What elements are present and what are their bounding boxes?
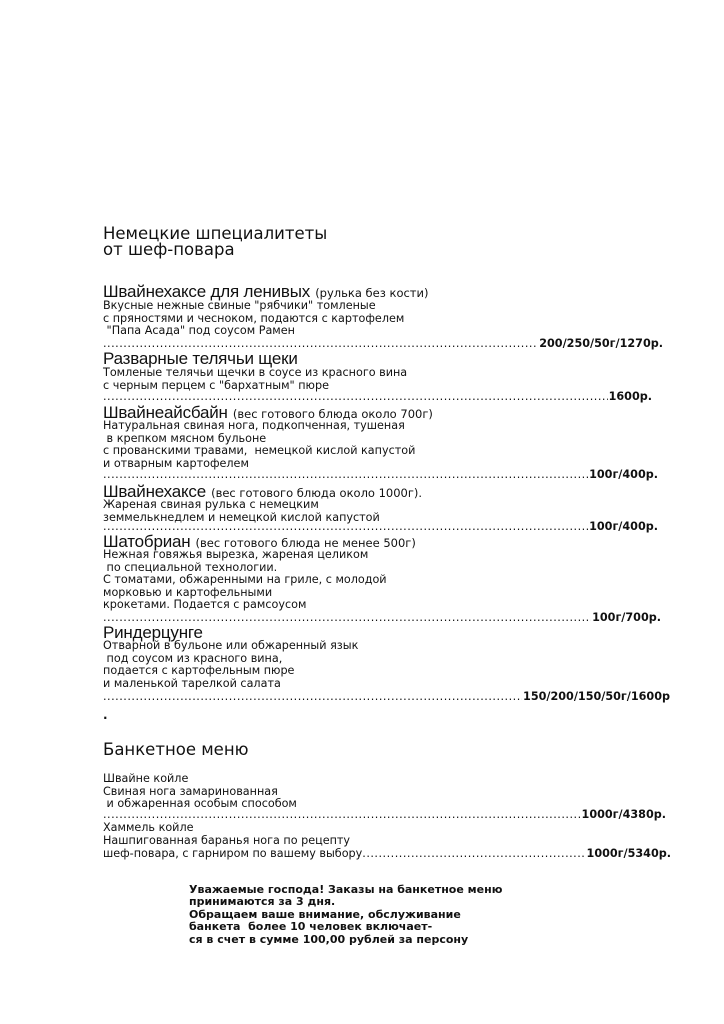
trailing-dot: . xyxy=(103,708,108,722)
dish-price: 100г/400р. xyxy=(589,520,658,533)
banquet-title: Банкетное меню xyxy=(103,740,249,759)
price-line xyxy=(103,847,671,860)
leader-dots xyxy=(103,690,522,703)
banquet-item-text: Швайне койле Свиная нога замаринованная и обжаренная особым способом xyxy=(103,772,297,811)
dish-name: Швайнехаксе xyxy=(103,482,206,501)
section-title-line2: от шеф-повара xyxy=(103,240,235,259)
price-line xyxy=(103,690,670,703)
banquet-item-text: Хаммель койле Нашпигованная баранья нога по рецепту xyxy=(103,821,351,847)
dish-name: Швайнеайсбайн xyxy=(103,403,228,422)
dish-note: (рулька без кости) xyxy=(315,286,429,300)
dish-name: Шатобриан xyxy=(103,532,191,551)
dish-price: 150/200/150/50г/1600р xyxy=(523,690,670,703)
banquet-line-prefix: шеф-повара, с гарниром по вашему выбору xyxy=(103,847,363,860)
dish-description: Нежная говяжья вырезка, жареная целиком по специальной технологии. С томатами, обжаренными на гриле, с молодой морковью и картофельными крокетами. Подается с рамсоусом xyxy=(103,548,387,612)
leader-dots xyxy=(103,468,588,481)
dish-name: Швайнехаксе для ленивых xyxy=(103,282,311,301)
price-line xyxy=(103,468,658,481)
banquet-price: 1000г/4380р. xyxy=(581,808,666,821)
price-line xyxy=(103,390,652,403)
dish-description: Томленые телячьи щечки в соусе из красного вина с черным перцем с "бархатным" пюре xyxy=(103,366,408,392)
dish-note: (вес готового блюда около 700г) xyxy=(232,407,433,421)
leader-dots xyxy=(362,847,585,860)
dish-name: Разварные телячьи щеки xyxy=(103,349,298,368)
dish-description: Натуральная свиная нога, подкопченная, тушеная в крепком мясном бульоне с прованскими травами, немецкой кислой капустой и отварным картофелем xyxy=(103,419,416,470)
dish-description: Вкусные нежные свиные "рябчики" томленые с пряностями и чесноком, подаются с картофелем "Папа Асада" под соусом Рамен xyxy=(103,299,405,338)
section-title-line1: Немецкие шпециалитеты xyxy=(103,224,328,243)
dish-note: (вес готового блюда не менее 500г) xyxy=(195,536,416,550)
leader-dots xyxy=(103,808,581,821)
dish-price: 100г/700р. xyxy=(592,611,661,624)
dish-note: (вес готового блюда около 1000г). xyxy=(211,486,423,500)
dish-description: Жареная свиная рулька с немецким земмелькнедлем и немецкой кислой капустой xyxy=(103,498,380,524)
dish-price: 1600р. xyxy=(608,390,652,403)
dish-price: 100г/400р. xyxy=(589,468,658,481)
price-line xyxy=(103,808,666,821)
leader-dots xyxy=(103,390,608,403)
dish-name: Риндерцунге xyxy=(103,623,203,642)
dish-price: 200/250/50г/1270р. xyxy=(539,337,663,350)
booking-notice: Уважаемые господа! Заказы на банкетное меню принимаются за 3 дня. Обращаем ваше внимание, обслуживание банкета более 10 человек включает- ся в счет в сумме 100,00 рублей за персону xyxy=(189,883,503,946)
dish-description: Отварной в бульоне или обжаренный язык под соусом из красного вина, подается с картофельным пюре и маленькой тарелкой салата xyxy=(103,639,359,690)
banquet-price: 1000г/5340р. xyxy=(586,847,671,860)
